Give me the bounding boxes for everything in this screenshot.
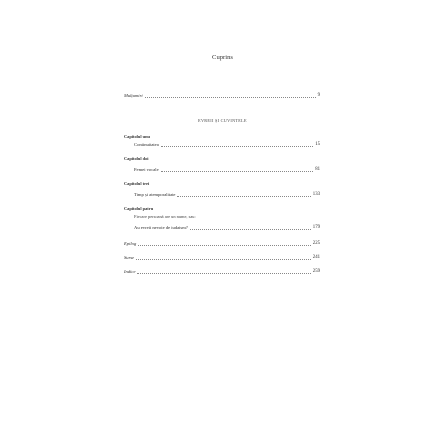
chapter-heading: Capitolul unu [124,134,150,139]
toc-entry [134,224,320,231]
toc-page-number: 81 [315,167,320,172]
dotted-leader [161,170,314,172]
toc-page-number: 225 [312,241,320,246]
toc-page-number: 15 [315,142,320,147]
toc-entry [134,166,320,173]
toc-entry-label: Surse [124,255,135,260]
toc-entry-acknowledgements [124,92,320,99]
toc-entry-label: Femei vocale [134,167,159,172]
toc-entry-label: Epilog [124,241,137,246]
section-heading: EVREII ȘI CUVINTELE [198,118,247,123]
toc-entry-index [124,268,320,275]
page-title: Cuprins [212,54,233,61]
toc-page-number: 259 [312,269,320,274]
toc-entry-line: Fiecare persoană are un nume, sau: [134,214,196,219]
toc-page-number: 9 [317,93,320,98]
chapter-heading: Capitolul patru [124,206,154,211]
toc-entry-label: Timp și atemporalitate [134,192,176,197]
toc-entry-epilogue [124,240,320,247]
toc-entry [134,141,320,148]
dotted-leader [161,145,313,147]
toc-page-number: 133 [312,192,320,197]
toc-page-number: 241 [312,255,320,260]
toc-entry-sources [124,254,320,261]
chapter-heading: Capitolul doi [124,156,149,161]
chapter-heading: Capitolul trei [124,181,150,186]
toc-entry-label: Mulțumiri [124,93,143,98]
toc-entry-label: Au evreii nevoie de iudaism? [134,225,188,230]
dotted-leader [177,195,310,197]
dotted-leader [138,244,311,246]
dotted-leader [145,96,316,98]
toc-entry [134,191,320,198]
toc-entry-label: Continuitatea [134,142,159,147]
toc-page-number: 179 [312,225,320,230]
dotted-leader [190,228,311,230]
toc-entry-label: Indice [124,269,136,274]
dotted-leader [137,272,310,274]
dotted-leader [136,258,311,260]
